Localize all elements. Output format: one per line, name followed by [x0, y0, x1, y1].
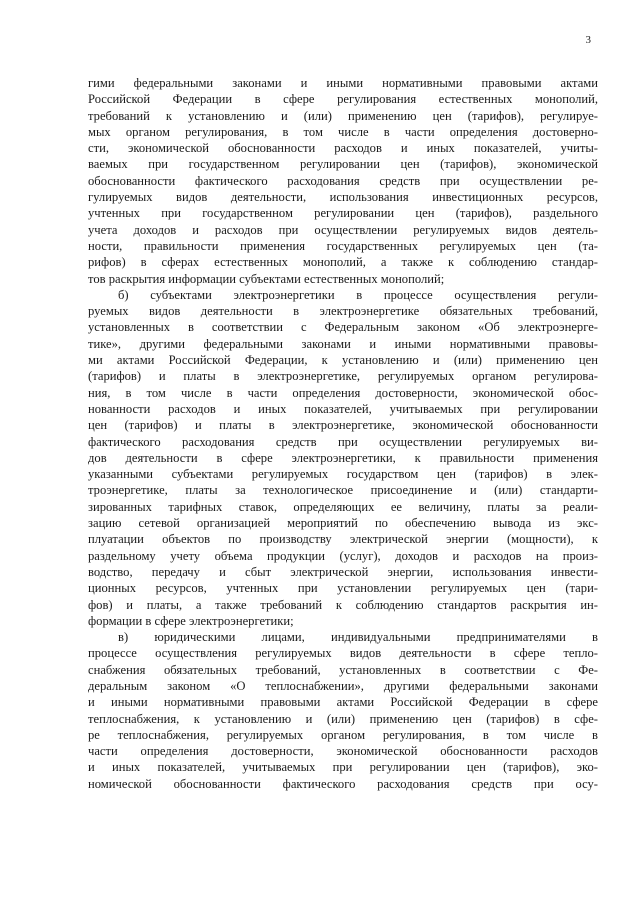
text-line: сти, экономической обоснованности расходов и иных показателей, учиты- — [88, 141, 598, 156]
text-line: троэнергетике, платы за технологическое присоединение и (или) стандарти- — [88, 483, 598, 498]
text-line: учета доходов и расходов при осуществлении регулируемых видов деятель- — [88, 222, 598, 237]
text-line: части определения достоверности, экономической обоснованности расходов — [88, 744, 598, 759]
text-line: формации в сфере электроэнергетики; — [88, 613, 294, 628]
text-line: ционных ресурсов, учтенных при установлении регулируемых цен (тари- — [88, 581, 598, 596]
text-line: плуатации объектов по производству электрической энергии (мощности), к — [88, 532, 598, 547]
document-body — [88, 75, 598, 792]
text-line: обоснованности фактического расходования средств при осуществлении ре- — [88, 173, 598, 188]
text-line: и иных показателей, учитываемых при регулировании цен (тарифов), эко- — [88, 760, 598, 775]
text-line: нованности расходов и иных показателей, учитываемых при регулировании — [88, 401, 598, 416]
text-line: деральным законом «О теплоснабжении», другими федеральными законами — [88, 678, 598, 693]
text-line: установленных в соответствии с Федеральным законом «Об электроэнерге- — [88, 320, 598, 335]
text-line: в) юридическими лицами, индивидуальными предпринимателями в — [118, 630, 598, 645]
text-line: номической обоснованности фактического расходования средств при осу- — [88, 776, 598, 791]
text-line: указанными субъектами регулируемых государством цен (тарифов) в элек- — [88, 467, 598, 482]
text-line: теплоснабжения, к установлению и (или) применению цен (тарифов) в сфе- — [88, 711, 598, 726]
text-line: гими федеральными законами и иными нормативными правовыми актами — [88, 76, 598, 90]
text-line: ваемых при государственном регулировании цен (тарифов), экономической — [88, 157, 598, 172]
text-line: фов) и платы, а также требований к соблюдению стандартов раскрытия ин- — [88, 597, 598, 612]
text-line: ми актами Российской Федерации, к установлению и (или) применению цен — [88, 353, 598, 368]
text-line: ре теплоснабжения, регулируемых органом регулирования, в том числе в — [88, 727, 598, 742]
text-line: тов раскрытия информации субъектами естественных монополий; — [88, 271, 445, 286]
text-line: дов деятельности в сфере электроэнергетики, к правильности применения — [88, 450, 598, 465]
text-line: рифов) в сферах естественных монополий, а также к соблюдению стандар- — [88, 255, 598, 270]
text-line: и иными нормативными правовыми актами Российской Федерации в сфере — [88, 695, 598, 710]
text-line: требований к установлению и (или) применению цен (тарифов), регулируе- — [88, 108, 598, 123]
text-line: цен (тарифов) и платы в электроэнергетике, экономической обоснованности — [88, 418, 598, 433]
text-line: процессе осуществления регулируемых видов деятельности в сфере тепло- — [88, 646, 598, 661]
text-line: тике», другими федеральными законами и иными нормативными правовы- — [88, 336, 598, 351]
text-line: раздельному учету объема продукции (услуг), доходов и расходов на произ- — [88, 548, 598, 563]
text-line: ности, правильности применения государственных регулируемых цен (та- — [88, 238, 598, 253]
text-line: ния, в том числе в части определения достоверности, экономической обос- — [88, 385, 598, 400]
text-line: учтенных при государственном регулировании цен (тарифов), раздельного — [88, 206, 598, 221]
text-line: мых органом регулирования, в том числе в части определения достоверно- — [88, 124, 598, 139]
text-line: б) субъектами электроэнергетики в процессе осуществления регули- — [118, 287, 598, 302]
page-number: 3 — [585, 34, 591, 46]
text-line: гулируемых видов деятельности, использования инвестиционных ресурсов, — [88, 190, 598, 205]
text-line: фактического расходования средств при осуществлении регулируемых ви- — [88, 434, 598, 449]
text-line: водство, передачу и сбыт электрической энергии, использования инвести- — [88, 564, 598, 579]
text-line: (тарифов) и платы в электроэнергетике, регулируемых органом регулирова- — [88, 369, 598, 384]
text-line: Российской Федерации в сфере регулирования естественных монополий, — [88, 92, 598, 107]
text-line: зацию сетевой организацией мероприятий по обеспечению вывода из экс- — [88, 516, 598, 531]
text-line: зированных тарифных ставок, определяющих ее величину, платы за реали- — [88, 499, 598, 514]
text-line: руемых видов деятельности в электроэнергетике обязательных требований, — [88, 304, 598, 319]
text-line: снабжения обязательных требований, установленных в соответствии с Фе- — [88, 662, 598, 677]
